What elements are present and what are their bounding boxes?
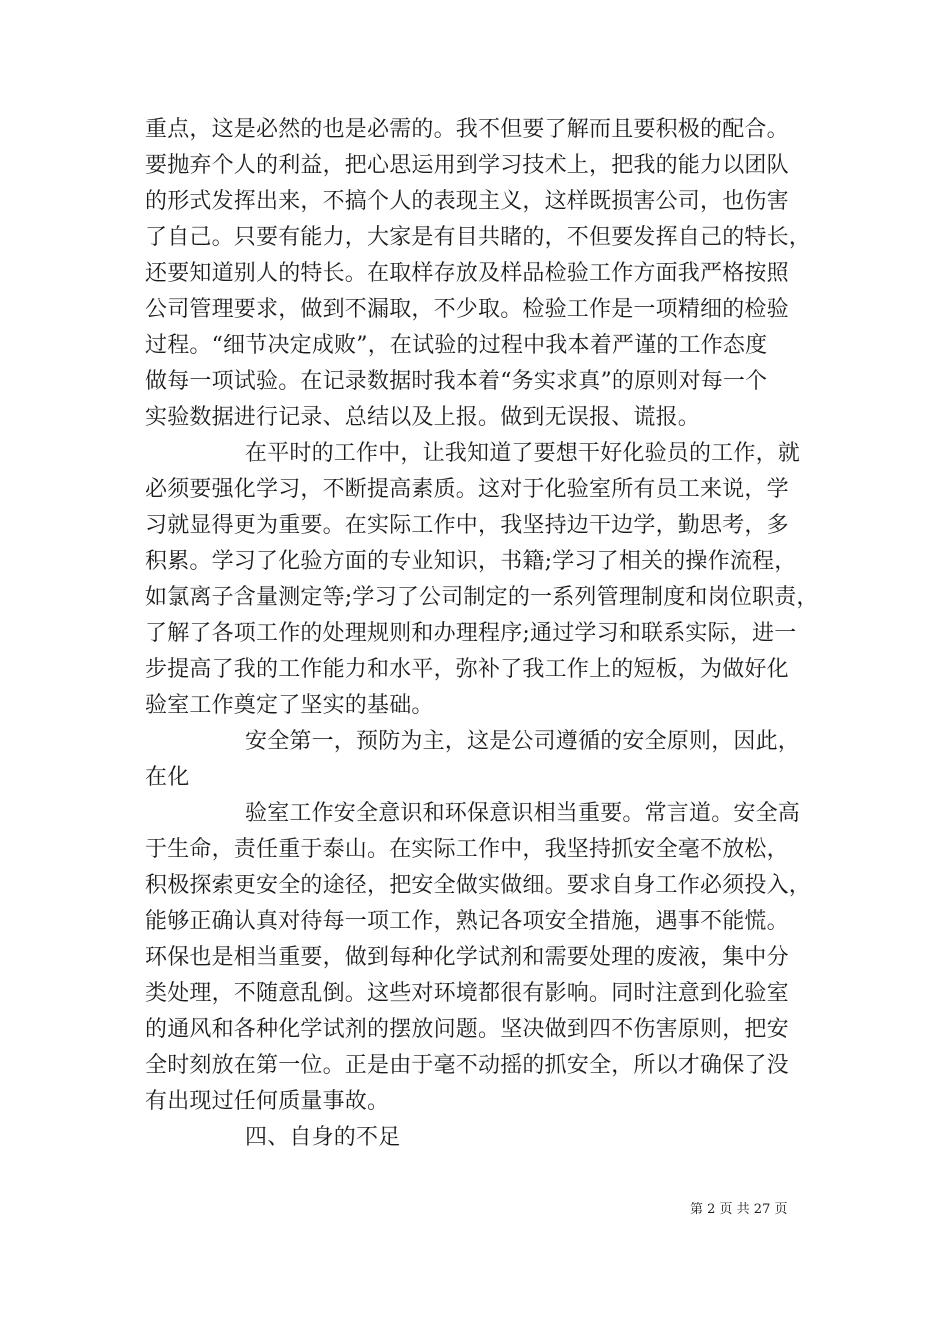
paragraph-start-line: 验室工作安全意识和环保意识相当重要。常言道。安全高 bbox=[245, 801, 801, 826]
text-line: 于生命，责任重于泰山。在实际工作中，我坚持抓安全毫不放松， bbox=[145, 837, 789, 862]
text-line: 要抛弃个人的利益，把心思运用到学习技术上，把我的能力以团队 bbox=[145, 153, 789, 178]
text-line: 实验数据进行记录、总结以及上报。做到无误报、谎报。 bbox=[145, 405, 701, 430]
text-line: 能够正确认真对待每一项工作，熟记各项安全措施，遇事不能慌。 bbox=[145, 909, 789, 934]
text-line: 全时刻放在第一位。正是由于毫不动摇的抓安全，所以才确保了没 bbox=[145, 1053, 789, 1078]
text-line: 做每一项试验。在记录数据时我本着“务实求真”的原则对每一个 bbox=[145, 369, 768, 394]
text-line: 环保也是相当重要，做到每种化学试剂和需要处理的废液，集中分 bbox=[145, 945, 789, 970]
text-line: 类处理，不随意乱倒。这些对环境都很有影响。同时注意到化验室 bbox=[145, 981, 789, 1006]
text-line: 重点，这是必然的也是必需的。我不但要了解而且要积极的配合。 bbox=[145, 117, 789, 142]
text-line: 的形式发挥出来，不搞个人的表现主义，这样既损害公司，也伤害 bbox=[145, 189, 789, 214]
text-line: 步提高了我的工作能力和水平，弥补了我工作上的短板，为做好化 bbox=[145, 657, 789, 682]
text-line: 了解了各项工作的处理规则和办理程序;通过学习和联系实际，进一 bbox=[145, 621, 797, 646]
text-line: 在化 bbox=[145, 765, 190, 790]
text-line: 积极探索更安全的途径，把安全做实做细。要求自身工作必须投入， bbox=[145, 873, 812, 898]
section-heading: 四、自身的不足 bbox=[245, 1125, 401, 1150]
text-line: 习就显得更为重要。在实际工作中，我坚持边干边学，勤思考，多 bbox=[145, 513, 789, 538]
text-line: 积累。学习了化验方面的专业知识，书籍;学习了相关的操作流程， bbox=[145, 549, 797, 574]
text-line: 必须要强化学习，不断提高素质。这对于化验室所有员工来说，学 bbox=[145, 477, 789, 502]
paragraph-start-line: 安全第一，预防为主，这是公司遵循的安全原则，因此， bbox=[245, 729, 801, 754]
page-number: 第 2 页 共 27 页 bbox=[690, 1202, 788, 1217]
text-line: 如氯离子含量测定等;学习了公司制定的一系列管理制度和岗位职责， bbox=[145, 585, 819, 610]
text-line: 有出现过任何质量事故。 bbox=[145, 1089, 390, 1114]
text-line: 公司管理要求，做到不漏取，不少取。检验工作是一项精细的检验 bbox=[145, 297, 789, 322]
text-line: 了自己。只要有能力，大家是有目共睹的，不但要发挥自己的特长， bbox=[145, 225, 812, 250]
text-line: 的通风和各种化学试剂的摆放问题。坚决做到四不伤害原则，把安 bbox=[145, 1017, 789, 1042]
text-line: 过程。“细节决定成败”，在试验的过程中我本着严谨的工作态度 bbox=[145, 333, 768, 358]
paragraph-start-line: 在平时的工作中，让我知道了要想干好化验员的工作，就 bbox=[245, 441, 801, 466]
text-line: 验室工作奠定了坚实的基础。 bbox=[145, 693, 434, 718]
text-line: 还要知道别人的特长。在取样存放及样品检验工作方面我严格按照 bbox=[145, 261, 789, 286]
